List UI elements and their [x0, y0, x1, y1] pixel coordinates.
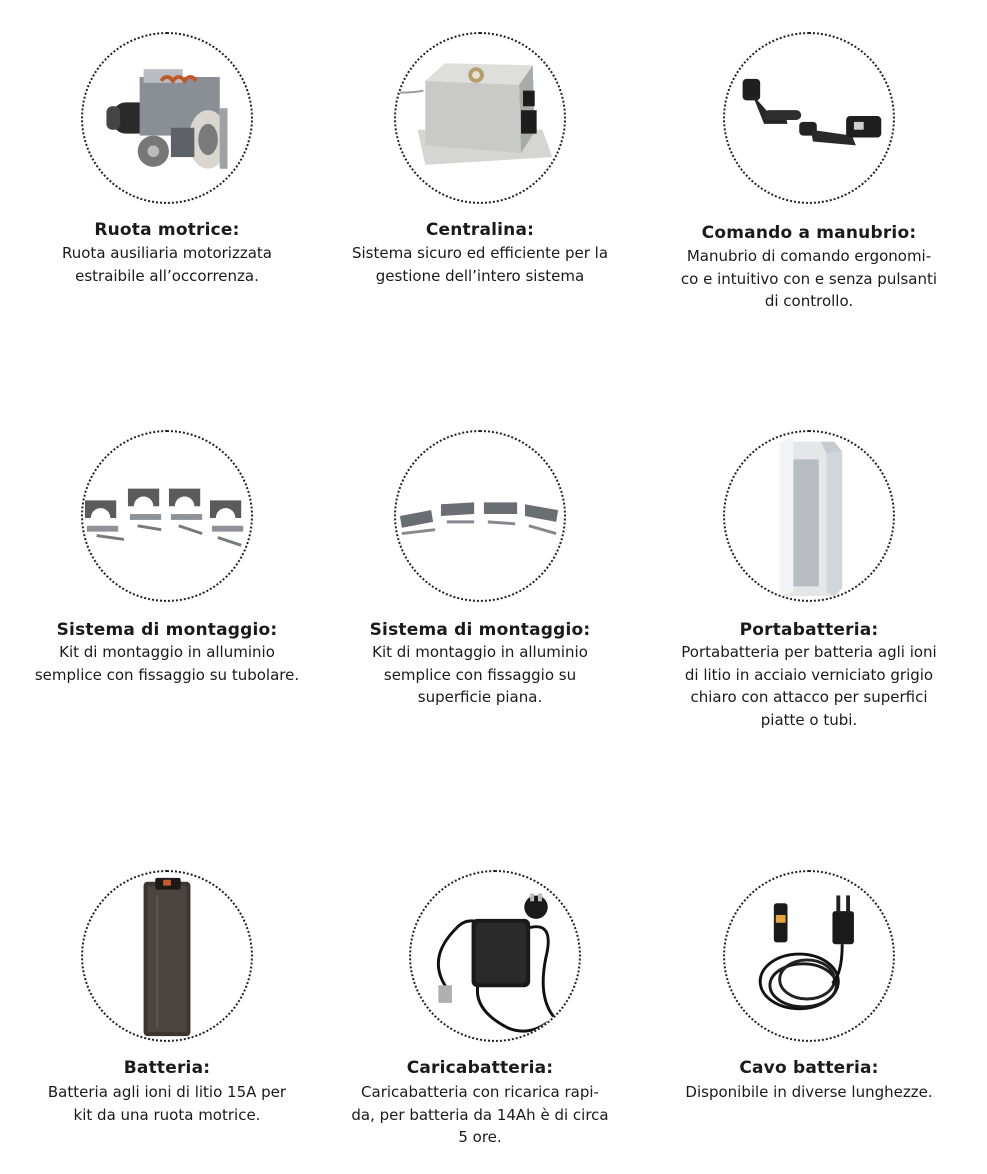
product-sistema-montaggio-piana	[330, 400, 630, 706]
product-description: Caricabatteria con ricarica rapi- da, per batteria da 14Ah è di circa 5 ore.	[351, 1083, 609, 1146]
product-title: Centralina:	[425, 220, 535, 240]
battery-charger-image	[409, 870, 581, 1042]
product-description: Disponibile in diverse lunghezze.	[685, 1083, 933, 1101]
product-comando-manubrio	[659, 0, 959, 320]
product-title: Sistema di montaggio:	[56, 620, 278, 640]
product-description: Kit di montaggio in alluminio semplice con fissaggio su superficie piana.	[372, 643, 588, 706]
product-batteria	[17, 840, 317, 1140]
product-title: Caricabatteria:	[406, 1058, 554, 1078]
product-description: Kit di montaggio in alluminio semplice con fissaggio su tubolare.	[34, 643, 300, 684]
product-description: Portabatteria per batteria agli ioni di litio in acciaio verniciato grigio chiaro con attacco per superfici piatte o tubi.	[681, 643, 937, 729]
battery-cable-image	[723, 870, 895, 1042]
flat-mount-kit-image	[394, 430, 566, 602]
product-cavo-batteria	[659, 840, 959, 1140]
product-ruota-motrice	[17, 0, 317, 300]
drive-wheel-motor-image	[81, 32, 253, 204]
tubular-clamp-kit-image	[81, 430, 253, 602]
product-description: Ruota ausiliaria motorizzata estraibile all’occorrenza.	[62, 244, 272, 285]
product-centralina	[330, 0, 630, 300]
product-description: Batteria agli ioni di litio 15A per kit da una ruota motrice.	[47, 1083, 287, 1124]
product-title: Portabatteria:	[739, 620, 879, 640]
lithium-battery-image	[81, 870, 253, 1042]
product-description: Sistema sicuro ed efficiente per la gestione dell’intero sistema	[351, 244, 609, 285]
product-description: Manubrio di comando ergonomi- co e intuitivo con e senza pulsanti di controllo.	[680, 247, 938, 310]
control-unit-box-image	[394, 32, 566, 204]
product-title: Cavo batteria:	[739, 1058, 879, 1078]
product-portabatteria	[659, 400, 959, 740]
product-title: Ruota motrice:	[94, 220, 240, 240]
battery-holder-image	[723, 430, 895, 602]
handlebar-controls-image	[723, 32, 895, 204]
product-title: Batteria:	[123, 1058, 211, 1078]
product-caricabatteria	[330, 840, 630, 1160]
product-title: Comando a manubrio:	[701, 223, 917, 243]
product-title: Sistema di montaggio:	[369, 620, 591, 640]
product-sistema-montaggio-tubolare	[17, 400, 317, 700]
